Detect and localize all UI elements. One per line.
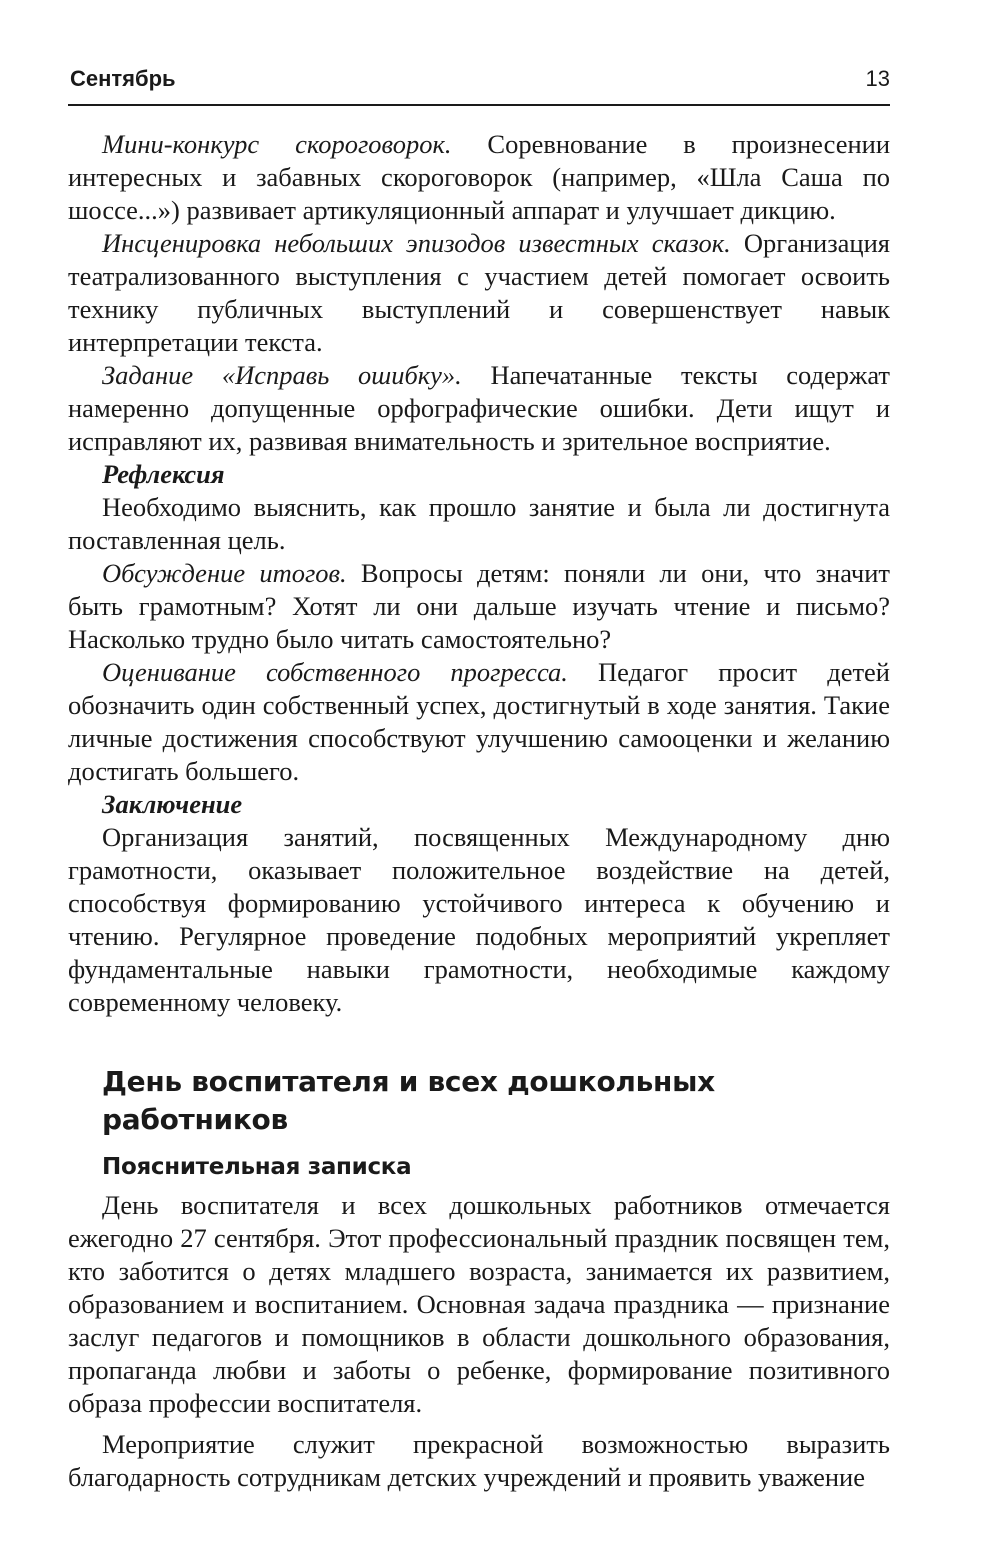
page-number: 13: [865, 66, 890, 91]
paragraph: Оценивание собственного прогресса. Педагог просит детей обозначить один собственный успех, достигнутый в ходе занятия. Такие личные достижения способствуют улучшению самооценки и желанию достигать большего.: [68, 657, 890, 786]
running-header-title: Сентябрь: [70, 66, 176, 91]
paragraph: Мини-конкурс скороговорок. Соревнование в произнесении интересных и забавных скороговорок (например, «Шла Саша по шоссе...») развивает артикуляционный аппарат и улучшает дикцию.: [68, 129, 890, 225]
section-title: День воспитателя и всех дошкольных работников: [102, 1065, 715, 1136]
paragraph-lead: Инсценировка небольших эпизодов известных сказок.: [102, 228, 731, 258]
paragraph: Инсценировка небольших эпизодов известных сказок. Организация театрализованного выступления с участием детей помогает освоить технику публичных выступлений и совершенствует навык интерпретации текста.: [68, 228, 890, 357]
page-body: [68, 128, 890, 1494]
subheading-conclusion: Заключение: [102, 789, 243, 819]
paragraph-lead: Мини-конкурс скороговорок.: [102, 129, 452, 159]
paragraph: Задание «Исправь ошибку». Напечатанные тексты содержат намеренно допущенные орфографические ошибки. Дети ищут и исправляют их, развивая внимательность и зрительное восприятие.: [68, 360, 891, 456]
paragraph-lead: Оценивание собственного прогресса.: [102, 657, 568, 687]
paragraph: День воспитателя и всех дошкольных работников отмечается ежегодно 27 сентября. Этот профессиональный праздник посвящен тем, кто заботится о детях младшего возраста, занимается их развитием, образованием и воспитанием. Основная задача праздника — признание заслуг педагогов и помощников в области дошкольного образования, пропаганда любви и заботы о ребенке, формирование позитивного образа профессии воспитателя.: [68, 1190, 890, 1418]
paragraph-lead: Обсуждение итогов.: [102, 558, 347, 588]
paragraph-lead: Задание «Исправь ошибку».: [102, 360, 462, 390]
paragraph: Мероприятие служит прекрасной возможностью выразить благодарность сотрудникам детских учреждений и проявить уважение: [68, 1429, 890, 1492]
paragraph: Необходимо выяснить, как прошло занятие и была ли достигнута поставленная цель.: [68, 492, 890, 555]
paragraph: Организация занятий, посвященных Международному дню грамотности, оказывает положительное воздействие на детей, способствуя формированию устойчивого интереса к обучению и чтению. Регулярное проведение подобных мероприятий укрепляет фундаментальные навыки грамотности, необходимые каждому современному человеку.: [68, 822, 890, 1017]
subsection-title: Пояснительная записка: [102, 1154, 412, 1180]
subheading-reflection: Рефлексия: [102, 459, 225, 489]
paragraph: Обсуждение итогов. Вопросы детям: поняли ли они, что значит быть грамотным? Хотят ли они дальше изучать чтение и письмо? Насколько трудно было читать самостоятельно?: [68, 558, 891, 654]
running-header: [70, 66, 890, 96]
header-divider: [68, 104, 890, 106]
